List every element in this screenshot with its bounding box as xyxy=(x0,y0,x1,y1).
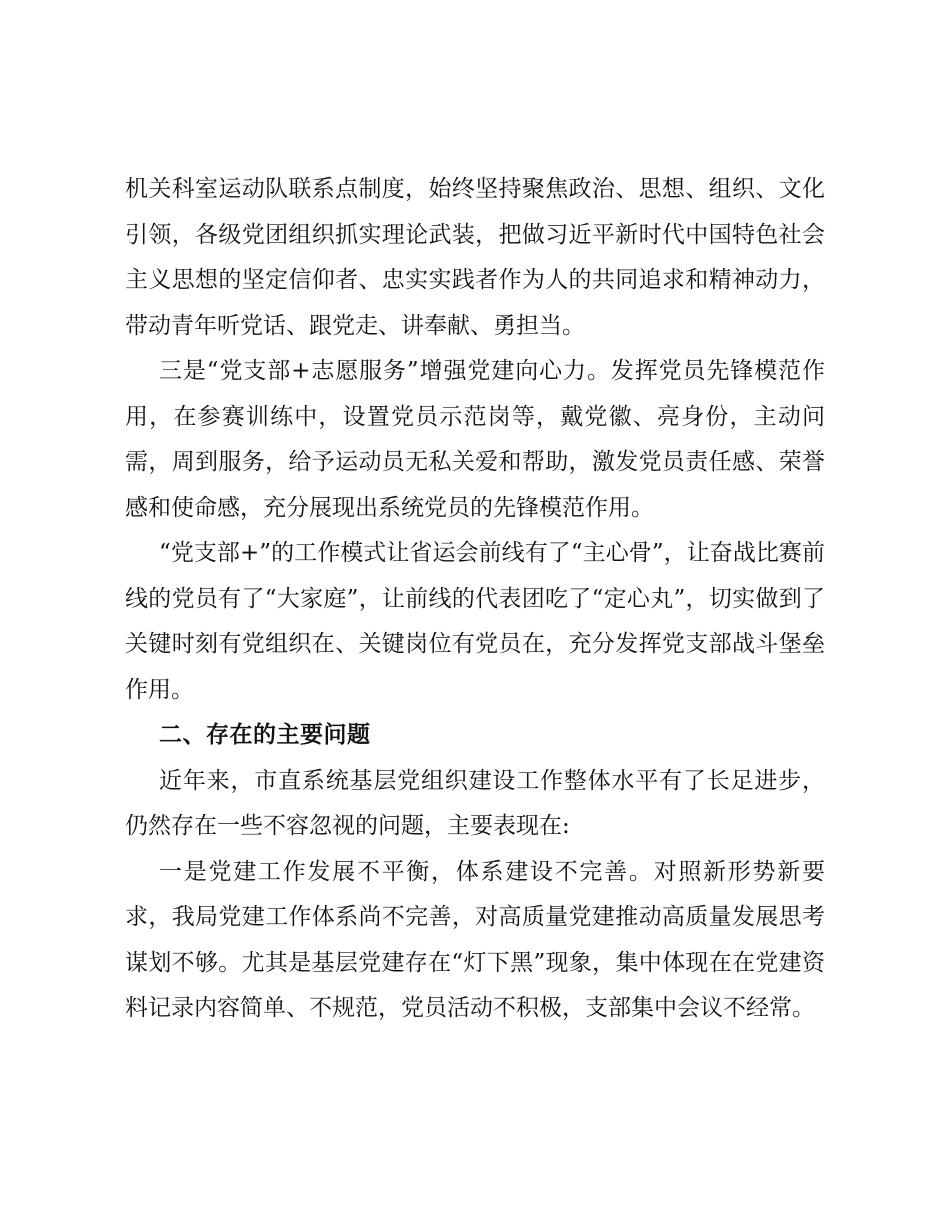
paragraph-continuation: 机关科室运动队联系点制度，始终坚持聚焦政治、思想、组织、文化引领，各级党团组织抓实理论武装，把做习近平新时代中国特色社会主义思想的坚定信仰者、忠实实践者作为人的共同追求和精神动力，带动青年听党话、跟党走、讲奉献、勇担当。 xyxy=(125,176,825,339)
paragraph-volunteer-service: 三是“党支部+志愿服务”增强党建向心力。发挥党员先锋模范作用，在参赛训练中，设置党员示范岗等，戴党徽、亮身份，主动问需，周到服务，给予运动员无私关爱和帮助，激发党员责任感、荣誉感和使命感，充分展现出系统党员的先锋模范作用。 xyxy=(125,358,825,521)
paragraph-work-mode: “党支部+”的工作模式让省运会前线有了“主心骨”，让奋战比赛前线的党员有了“大家庭”，让前线的代表团吃了“定心丸”，切实做到了关键时刻有党组织在、关键岗位有党员在，充分发挥党支部战斗堡垒作用。 xyxy=(125,540,825,703)
paragraph-problems-intro: 近年来，市直系统基层党组织建设工作整体水平有了长足进步，仍然存在一些不容忽视的问题，主要表现在: xyxy=(125,767,825,839)
document-body xyxy=(125,167,825,1032)
paragraph-problem-one: 一是党建工作发展不平衡，体系建设不完善。对照新形势新要求，我局党建工作体系尚不完善，对高质量党建推动高质量发展思考谋划不够。尤其是基层党建存在“灯下黑”现象，集中体现在在党建资料记录内容简单、不规范，党员活动不积极，支部集中会议不经常。 xyxy=(125,858,825,1021)
section-heading-main-problems: 二、存在的主要问题 xyxy=(159,722,371,748)
